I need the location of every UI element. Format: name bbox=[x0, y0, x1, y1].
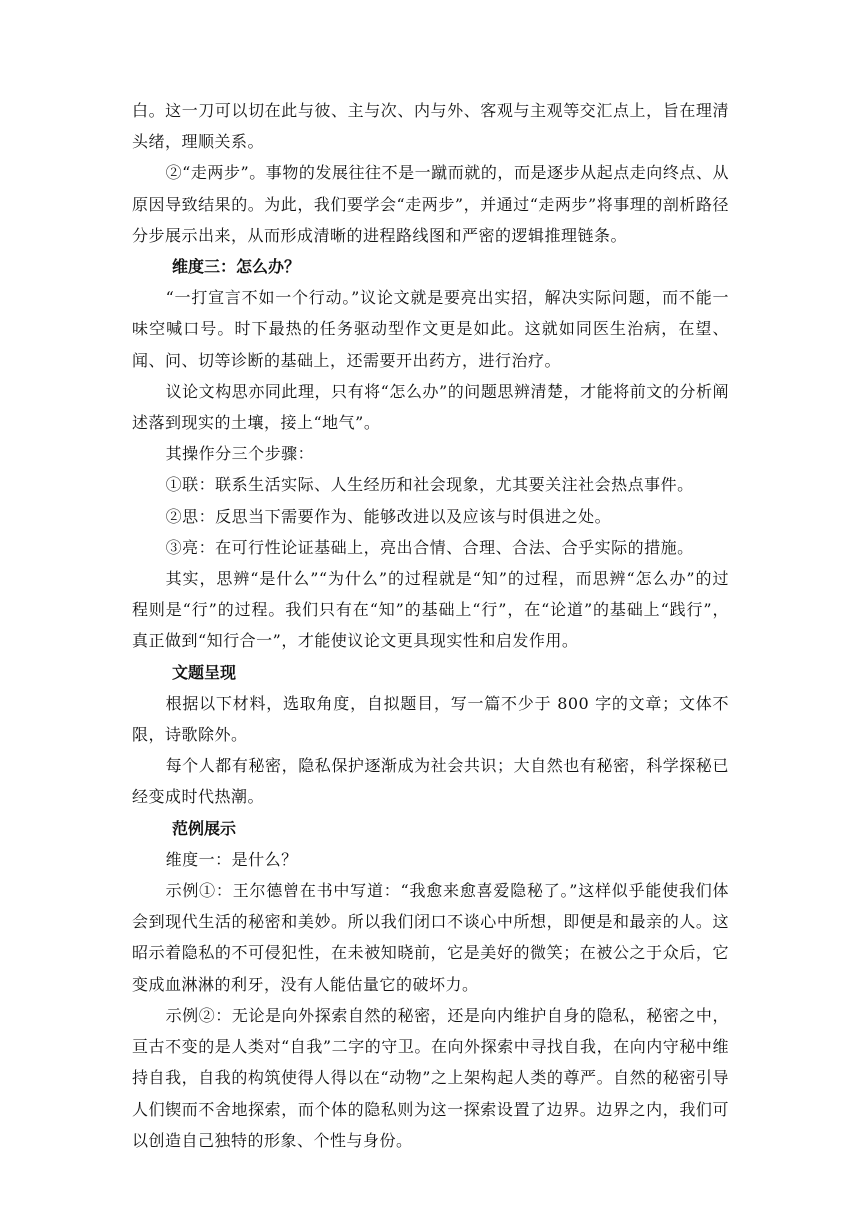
heading-dimension-three: 维度三：怎么办？ bbox=[172, 257, 301, 277]
paragraph-example-two: 示例②：无论是向外探索自然的秘密，还是向内维护自身的隐私，秘密之中，亘古不变的是人类对“自我”二字的守卫。在向外探索中寻找自我，在向内守秘中维持自我，自我的构筑使得人得以在“动物”之上架构起人类的尊严。自然的秘密引导人们锲而不舍地探索，而个体的隐私则为这一探索设置了边界。边界之内，我们可以创造自己独特的形象、个性与身份。 bbox=[132, 1005, 729, 1150]
paragraph-steps-intro: 其操作分三个步骤： bbox=[165, 444, 315, 464]
paragraph-action: “一打宣言不如一个行动。”议论文就是要亮出实招，解决实际问题，而不能一味空喊口号。时下最热的任务驱动型作文更是如此。这就如同医生治病，在望、闻、问、切等诊断的基础上，还需要开出药方，进行治疗。 bbox=[132, 288, 729, 370]
paragraph-example-one: 示例①：王尔德曾在书中写道：“我愈来愈喜爱隐秘了。”这样似乎能使我们体会到现代生活的秘密和美妙。所以我们闭口不谈心中所想，即便是和最亲的人。这昭示着隐私的不可侵犯性，在未被知晓前，它是美好的微笑；在被公之于众后，它变成血淋淋的利牙，没有人能估量它的破坏力。 bbox=[132, 881, 729, 994]
step-show: ③亮：在可行性论证基础上，亮出合情、合理、合法、合乎实际的措施。 bbox=[165, 537, 694, 557]
paragraph-prompt-instructions: 根据以下材料，选取角度，自拟题目，写一篇不少于 800 字的文章；文体不限，诗歌除外。 bbox=[132, 693, 729, 745]
heading-prompt: 文题呈现 bbox=[172, 662, 237, 682]
step-think: ②思：反思当下需要作为、能够改进以及应该与时俱进之处。 bbox=[165, 506, 612, 526]
paragraph-knowledge-action: 其实，思辨“是什么”“为什么”的过程就是“知”的过程，而思辨“怎么办”的过程则是“行”的过程。我们只有在“知”的基础上“行”，在“论道”的基础上“践行”，真正做到“知行合一”，才能使议论文更具现实性和启发作用。 bbox=[132, 569, 729, 651]
paragraph-prompt-material: 每个人都有秘密，隐私保护逐渐成为社会共识；大自然也有秘密，科学探秘已经变成时代热潮。 bbox=[132, 756, 729, 807]
subheading-dimension-one: 维度一：是什么？ bbox=[165, 849, 298, 869]
heading-examples: 范例展示 bbox=[172, 818, 237, 838]
paragraph-continuation: 白。这一刀可以切在此与彼、主与次、内与外、客观与主观等交汇点上，旨在理清头绪，理顺关系。 bbox=[132, 101, 729, 152]
step-connect: ①联：联系生活实际、人生经历和社会现象，尤其要关注社会热点事件。 bbox=[165, 475, 694, 495]
paragraph-walk-two-steps: ②“走两步”。事物的发展往往不是一蹴而就的，而是逐步从起点走向终点、从原因导致结果的。为此，我们要学会“走两步”，并通过“走两步”将事理的剖析路径分步展示出来，从而形成清晰的进程路线图和严密的逻辑推理链条。 bbox=[132, 163, 729, 245]
document-body bbox=[132, 95, 729, 1156]
paragraph-conception: 议论文构思亦同此理，只有将“怎么办”的问题思辨清楚，才能将前文的分析阐述落到现实的土壤，接上“地气”。 bbox=[132, 381, 729, 433]
